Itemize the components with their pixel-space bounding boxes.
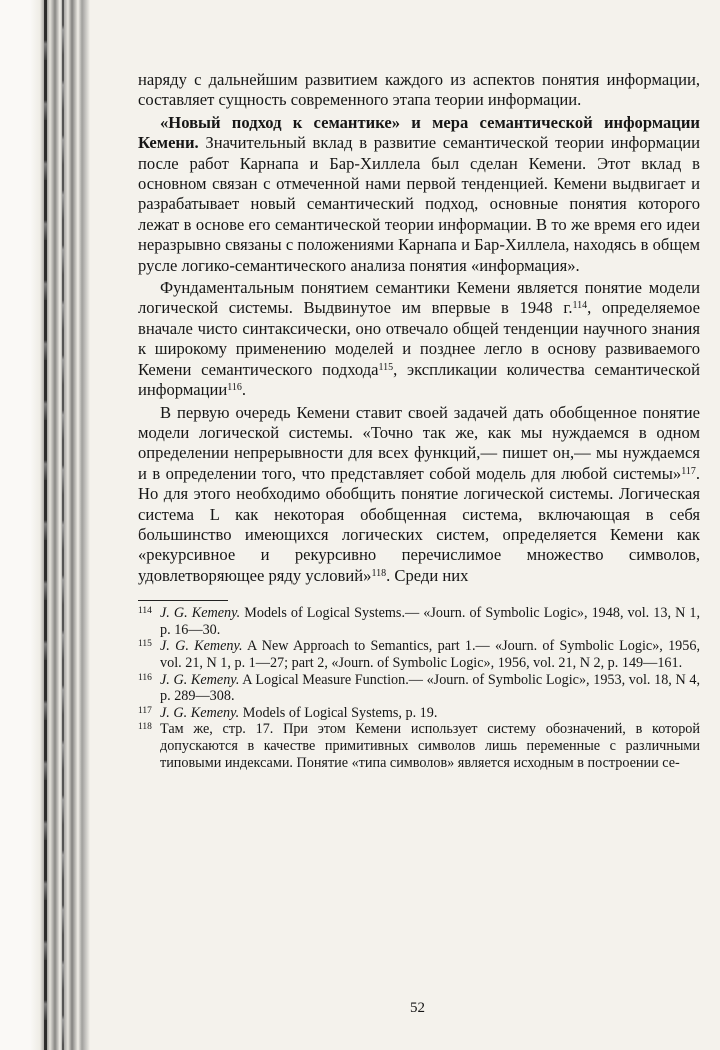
- footnote-text: Там же, стр. 17. При этом Кемени использует систему обозначений, в которой допускаются в качестве примитивных символов лишь переменные с различными типовыми индексами. Понятие «типа символов» является исходным в построении се-: [160, 721, 700, 771]
- main-text: [138, 70, 700, 586]
- paragraph-text: Значительный вклад в развитие семантической теории информации после работ Карнапа и Бар-Хиллела был сделан Кемени. Этот вклад в основном связан с отмеченной нами первой тенденцией. Кемени выдвигает и разрабатывает новый семантический подход, основные понятия которого лежат в основе его семантической теории информации. В то же время его идеи неразрывно связаны с положениями Карнапа и Бар-Хиллела, находясь в общем русле логико-семантического анализа понятия «информация».: [138, 133, 700, 275]
- paragraph-text: В первую очередь Кемени ставит своей задачей дать обобщенное понятие модели логической системы. «Точно так же, как мы нуждаемся в одном определении непрерывности для всех функций,— пишет он,— мы нуждаемся и в определении того, что представляет собой модель для любой системы»: [138, 402, 700, 483]
- footnote-ref: 116: [227, 382, 242, 394]
- footnote: [138, 638, 700, 671]
- paragraph-model-concept: [138, 278, 700, 400]
- footnote-number: 115: [138, 639, 152, 650]
- footnote-text: Models of Logical Systems, p. 19.: [239, 704, 438, 721]
- footnote-number: 118: [138, 722, 152, 733]
- page-number: 52: [410, 1000, 425, 1016]
- paragraph-text: Фундаментальным понятием семантики Кемени является понятие модели логической системы. Выдвинутое им впервые в 1948 г.: [138, 278, 700, 318]
- paragraph-text: . Но для этого необходимо обобщить понятие логической системы. Логическая система L как некоторая обобщенная система, включающая в себя большинство имеющихся логических систем, определяется Кемени как «рекурсивное и рекурсивно перечислимое множество символов, удовлетворяющее ряду условий»: [138, 463, 700, 585]
- footnote: [138, 605, 700, 638]
- footnote-author: J. G. Kemeny.: [160, 671, 240, 688]
- footnote-text: Models of Logical Systems.— «Journ. of Symbolic Logic», 1948, vol. 13, N 1, p. 16—30.: [160, 605, 701, 638]
- footnote-number: 114: [138, 606, 152, 617]
- footnote-ref: 115: [378, 361, 394, 373]
- footnotes: [138, 605, 700, 771]
- book-page: [138, 70, 700, 771]
- paragraph-logical-system: [138, 403, 700, 587]
- footnote-number: 116: [138, 672, 152, 683]
- footnote: [138, 721, 700, 771]
- paragraph-text: . Среди них: [386, 565, 469, 585]
- section-heading: «Новый подход к семантике» и мера семантической информации Кемени.: [138, 112, 700, 153]
- footnote-author: J. G. Kemeny.: [160, 605, 241, 622]
- footnote-ref: 117: [681, 465, 696, 477]
- footnote-text: A Logical Measure Function.— «Journ. of Symbolic Logic», 1953, vol. 18, N 4, p. 289—308.: [160, 671, 700, 705]
- paragraph-text: , определяемое вначале чисто синтаксически, оно отвечало общей тенденции научного знания к широкому применению моделей и позднее легло в основу развиваемого Кемени семантического подхода: [138, 298, 701, 379]
- footnote-author: J. G. Kemeny.: [160, 704, 240, 721]
- footnote-ref: 114: [572, 300, 588, 312]
- paragraph-kemeni-intro: [138, 113, 700, 276]
- footnote-author: J. G. Kemeny.: [160, 638, 243, 655]
- paragraph-continued: наряду с дальнейшим развитием каждого из аспектов понятия информации, составляет сущность современного этапа теории информации.: [138, 70, 700, 110]
- footnote-separator: [138, 600, 228, 601]
- paragraph-text: .: [241, 380, 247, 400]
- paragraph-text: , экспликации количества семантической информации: [138, 359, 700, 400]
- footnote: [138, 672, 700, 705]
- footnote: [138, 705, 700, 722]
- footnote-ref: 118: [371, 567, 387, 579]
- binding-edge-line: [62, 0, 64, 1050]
- binding-edge-line: [44, 0, 47, 1050]
- footnote-text: A New Approach to Semantics, part 1.— «Journ. of Symbolic Logic», 1956, vol. 21, N 1, p. 1—27; part 2, «Journ. of Symbolic Logic», 1956, vol. 21, N 2, p. 149—161.: [160, 638, 701, 671]
- footnote-number: 117: [138, 705, 152, 716]
